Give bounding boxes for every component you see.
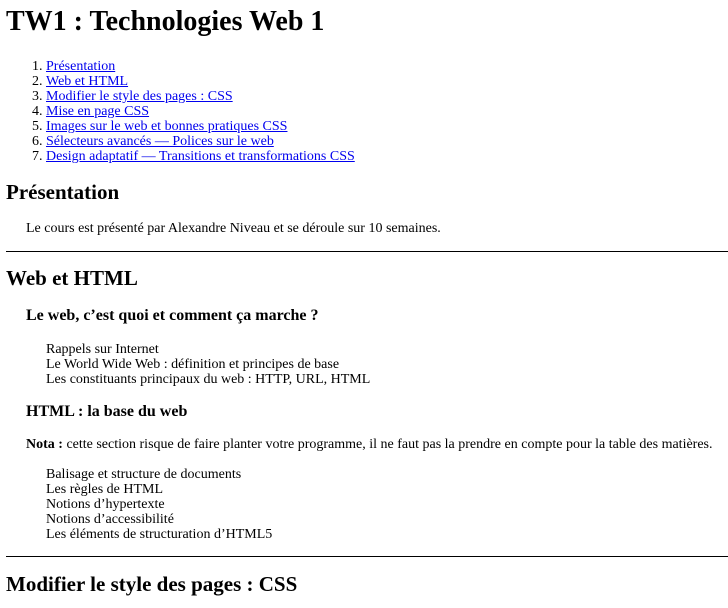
presentation-text: Le cours est présenté par Alexandre Niveau et se déroule sur 10 semaines. [26,221,441,236]
subsection-heading-web: Le web, c’est quoi et comment ça marche ? [26,307,319,324]
toc-item [46,104,355,119]
list-item: Rappels sur Internet [46,342,159,357]
subsection-heading-html: HTML : la base du web [26,403,188,420]
list-item: Notions d’accessibilité [46,512,174,527]
toc-link-design-adaptatif[interactable]: Design adaptatif — Transitions et transformations CSS [46,149,355,164]
section-divider [6,251,728,252]
toc-item [46,149,355,164]
toc-item [46,74,355,89]
toc-link-css[interactable]: Modifier le style des pages : CSS [46,89,233,104]
section-divider [6,556,728,557]
nota-paragraph [26,437,713,452]
toc-item [46,134,355,149]
toc-item [46,89,355,104]
section-heading-css: Modifier le style des pages : CSS [6,572,298,596]
subsection-list-html [46,467,272,542]
table-of-contents [0,59,355,164]
list-item: Les éléments de structuration d’HTML5 [46,527,273,542]
toc-link-web-html[interactable]: Web et HTML [46,74,129,89]
toc-link-selecteurs[interactable]: Sélecteurs avancés — Polices sur le web [46,134,274,149]
list-item: Le World Wide Web : définition et principes de base [46,357,340,372]
toc-link-mise-en-page[interactable]: Mise en page CSS [46,104,150,119]
subsection-list-web [46,342,370,387]
nota-text: cette section risque de faire planter votre programme, il ne faut pas la prendre en compte pour la table des matières. [62,437,713,452]
toc-item [46,119,355,134]
list-item: Les règles de HTML [46,482,164,497]
section-heading-presentation: Présentation [6,180,120,204]
section-heading-web-html: Web et HTML [6,266,138,290]
list-item: Les constituants principaux du web : HTTP, URL, HTML [46,372,371,387]
nota-label: Nota : [26,437,63,452]
toc-link-images[interactable]: Images sur le web et bonnes pratiques CSS [46,119,288,134]
page-title: TW1 : Technologies Web 1 [6,6,325,37]
list-item: Notions d’hypertexte [46,497,165,512]
list-item: Balisage et structure de documents [46,467,242,482]
toc-item [46,59,355,74]
toc-link-presentation[interactable]: Présentation [46,59,116,74]
